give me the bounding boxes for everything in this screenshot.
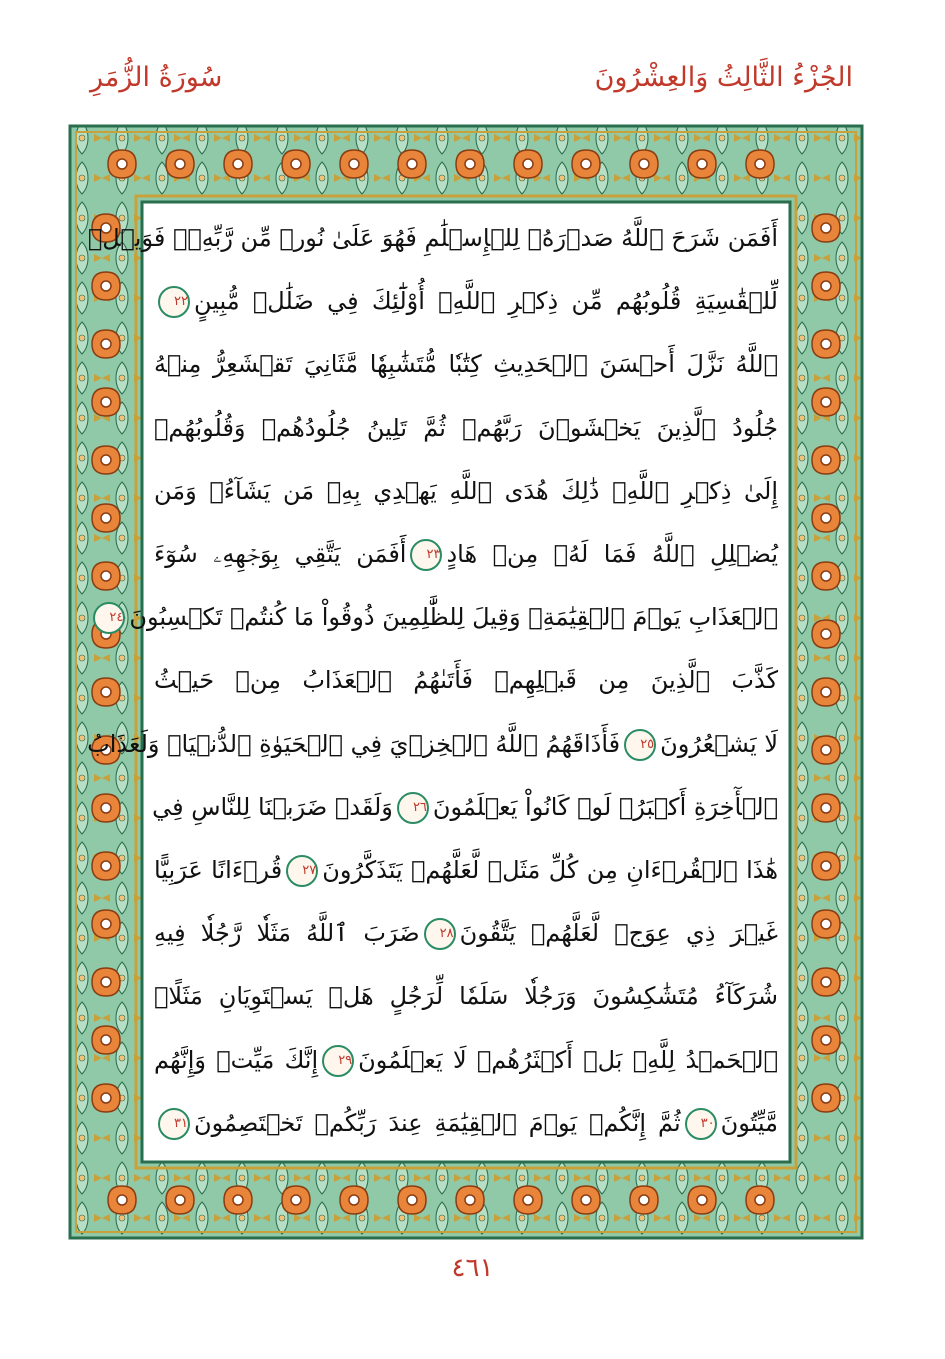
verse-text: لِّلۡقَٰسِيَةِ قُلُوبُهُم مِّن ذِكۡرِ ٱللَّهِۚ أُوْلَٰٓئِكَ فِي ضَلَٰلٖ مُّبِينٍ <box>194 287 778 316</box>
verse-text: ثُمَّ إِنَّكُمۡ يَوۡمَ ٱلۡقِيَٰمَةِ عِندَ رَبِّكُمۡ تَخۡتَصِمُونَ <box>194 1108 681 1137</box>
ayah-number-marker: ٢٩ <box>322 1045 354 1077</box>
verse-line <box>109 587 778 647</box>
verse-line <box>154 461 778 521</box>
verse-text: ٱلۡأٓخِرَةِ أَكۡبَرُۚ لَوۡ كَانُواْ يَعۡلَمُونَ <box>432 792 778 821</box>
ayah-number-marker: ٣١ <box>158 1108 190 1140</box>
verse-text: ضَرَبَ ٱللَّهُ مَثَلٗا رَّجُلٗا فِيهِ <box>154 919 420 948</box>
verse-line <box>154 1093 778 1153</box>
verse-text: أَفَمَن يَتَّقِي بِوَجۡهِهِۦ سُوٓءَ <box>154 540 407 568</box>
verse-line <box>87 714 778 774</box>
verse-text: أَفَمَن شَرَحَ ٱللَّهُ صَدۡرَهُۥ لِلۡإِسۡلَٰمِ فَهُوَ عَلَىٰ نُورٖ مِّن رَّبِّهِۦۚ فَوَيۡلٞ <box>87 224 778 252</box>
verse-line <box>154 840 778 900</box>
page-number: ٤٦١ <box>451 1253 494 1283</box>
juz-title: الجُزْءُ الثَّالِثُ وَالعِشْرُونَ <box>594 62 853 93</box>
verse-line <box>154 271 778 331</box>
verse-text: هَٰذَا ٱلۡقُرۡءَانِ مِن كُلِّ مَثَلٖ لَّعَلَّهُمۡ يَتَذَكَّرُونَ <box>322 856 778 884</box>
ayah-number-marker: ٢٤ <box>93 602 125 634</box>
verse-text: إِلَىٰ ذِكۡرِ ٱللَّهِۚ ذَٰلِكَ هُدَى ٱللَّهِ يَهۡدِي بِهِۦ مَن يَشَآءُۚ وَمَن <box>154 476 778 505</box>
ayah-number-marker: ٣٠ <box>685 1108 717 1140</box>
verse-line <box>154 334 778 394</box>
verse-line <box>154 903 778 963</box>
verse-text: قُرۡءَانًا عَرَبِيًّا <box>154 856 283 884</box>
verse-text: وَلَقَدۡ ضَرَبۡنَا لِلنَّاسِ فِي <box>152 792 393 821</box>
verse-text: كَذَّبَ ٱلَّذِينَ مِن قَبۡلِهِمۡ فَأَتَىٰهُمُ ٱلۡعَذَابُ مِنۡ حَيۡثُ <box>154 666 778 695</box>
ayah-number-marker: ٢٣ <box>410 539 442 571</box>
verse-text: مَّيِّتُونَ <box>720 1108 778 1137</box>
surah-title: سُورَةُ الزُّمَرِ <box>90 62 223 93</box>
verse-text: ٱلۡعَذَابِ يَوۡمَ ٱلۡقِيَٰمَةِۚ وَقِيلَ لِلظَّٰلِمِينَ ذُوقُواْ مَا كُنتُمۡ تَكۡسِبُونَ <box>129 603 778 632</box>
ayah-number-marker: ٢٥ <box>624 729 656 761</box>
verse-text: إِنَّكَ مَيِّتٞ وَإِنَّهُم <box>154 1045 319 1074</box>
verse-text: يُضۡلِلِ ٱللَّهُ فَمَا لَهُۥ مِنۡ هَادٍ <box>446 540 778 568</box>
verse-text: فَأَذَاقَهُمُ ٱللَّهُ ٱلۡخِزۡيَ فِي ٱلۡحَيَوٰةِ ٱلدُّنۡيَاۖ وَلَعَذَابُ <box>87 729 621 758</box>
verse-lines <box>87 208 784 1156</box>
text-panel <box>87 208 784 1156</box>
verse-line <box>154 398 778 458</box>
ayah-number-marker: ٢٨ <box>424 918 456 950</box>
ayah-number-marker: ٢٦ <box>397 792 429 824</box>
verse-line <box>154 777 778 837</box>
verse-line <box>154 966 778 1026</box>
ayah-number-marker: ٢٧ <box>286 855 318 887</box>
verse-text: ٱللَّهُ نَزَّلَ أَحۡسَنَ ٱلۡحَدِيثِ كِتَٰبٗا مُّتَشَٰبِهٗا مَّثَانِيَ تَقۡشَعِرُّ مِنۡهُ <box>154 350 778 379</box>
ayah-number-marker: ٢٢ <box>158 286 190 318</box>
verse-text: ٱلۡحَمۡدُ لِلَّهِۚ بَلۡ أَكۡثَرُهُمۡ لَا يَعۡلَمُونَ <box>358 1045 779 1074</box>
verse-text: غَيۡرَ ذِي عِوَجٖ لَّعَلَّهُمۡ يَتَّقُونَ <box>459 919 778 948</box>
verse-text: لَا يَشۡعُرُونَ <box>660 729 778 758</box>
verse-line <box>87 208 778 268</box>
verse-line <box>154 650 778 710</box>
verse-text: شُرَكَآءُ مُتَشَٰكِسُونَ وَرَجُلٗا سَلَمٗا لِّرَجُلٍ هَلۡ يَسۡتَوِيَانِ مَثَلًاۚ <box>154 982 778 1011</box>
verse-line <box>154 1030 778 1090</box>
verse-text: جُلُودُ ٱلَّذِينَ يَخۡشَوۡنَ رَبَّهُمۡ ثُمَّ تَلِينُ جُلُودُهُمۡ وَقُلُوبُهُمۡ <box>154 413 778 442</box>
verse-line <box>154 524 778 584</box>
